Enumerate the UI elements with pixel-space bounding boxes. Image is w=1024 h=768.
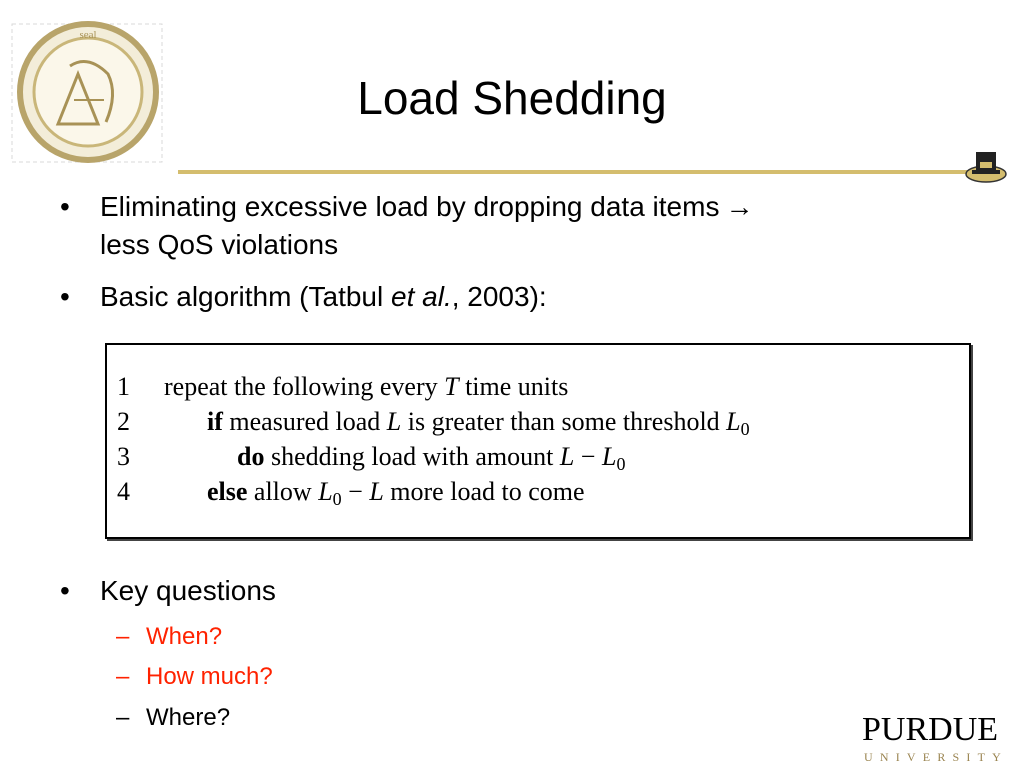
math-operator: − — [341, 477, 370, 506]
code-text: time units — [458, 372, 569, 401]
code-text: more load to come — [383, 477, 585, 506]
bullet-text-after: , 2003): — [451, 281, 547, 312]
bullet-text: Basic algorithm (Tatbul — [100, 281, 392, 312]
code-text: allow — [247, 477, 319, 506]
math-var: L — [318, 477, 333, 506]
sub-bullet-text: Where? — [146, 704, 231, 731]
keyword: else — [207, 477, 248, 506]
line-number: 4 — [117, 477, 130, 506]
math-var: L — [386, 407, 402, 436]
line-number: 2 — [117, 407, 130, 436]
line-number: 3 — [117, 442, 130, 471]
sub-bullet-text: When? — [146, 623, 223, 650]
math-operator: − — [574, 442, 602, 471]
code-text: shedding load with amount — [264, 442, 560, 471]
math-var: L — [369, 477, 384, 506]
dash: – — [116, 623, 130, 650]
dash: – — [116, 704, 130, 731]
math-var: L — [559, 442, 575, 471]
bullet-italic: et al. — [391, 281, 452, 312]
keyword: do — [237, 442, 265, 471]
arrow-icon: → — [725, 191, 754, 222]
title-divider — [178, 170, 968, 174]
line-number: 1 — [117, 372, 130, 401]
svg-text:seal: seal — [79, 29, 97, 41]
dash: – — [116, 663, 130, 690]
bullet-dot: • — [60, 575, 70, 606]
sub-bullet-how-much — [116, 662, 273, 692]
math-subscript: 0 — [332, 489, 342, 509]
code-text: repeat the following every — [164, 372, 445, 401]
algorithm-box — [105, 343, 971, 539]
bullet-text: Eliminating excessive load by dropping data items — [100, 191, 720, 222]
bullet-continuation: less QoS violations — [100, 229, 339, 260]
math-var: L — [726, 407, 741, 436]
bullet-dot: • — [60, 191, 70, 222]
code-text: measured load — [222, 407, 387, 436]
bullet-dot: • — [60, 281, 70, 312]
sub-bullet-where — [116, 703, 230, 733]
math-subscript: 0 — [616, 454, 626, 474]
purdue-word: PURDUE — [862, 711, 999, 748]
slide-title: Load Shedding — [357, 72, 667, 124]
sub-bullet-text: How much? — [146, 663, 273, 690]
math-subscript: 0 — [740, 419, 750, 439]
math-var: T — [444, 372, 459, 401]
keyword: if — [207, 407, 223, 436]
math-var: L — [601, 442, 617, 471]
bullet-text: Key questions — [100, 575, 276, 606]
code-text: is greater than some threshold — [401, 407, 727, 436]
sub-bullet-when — [116, 622, 222, 652]
purdue-wordmark-logo — [862, 712, 1012, 766]
university-word: UNIVERSITY — [864, 750, 1008, 764]
purdue-pete-icon — [962, 146, 1010, 188]
